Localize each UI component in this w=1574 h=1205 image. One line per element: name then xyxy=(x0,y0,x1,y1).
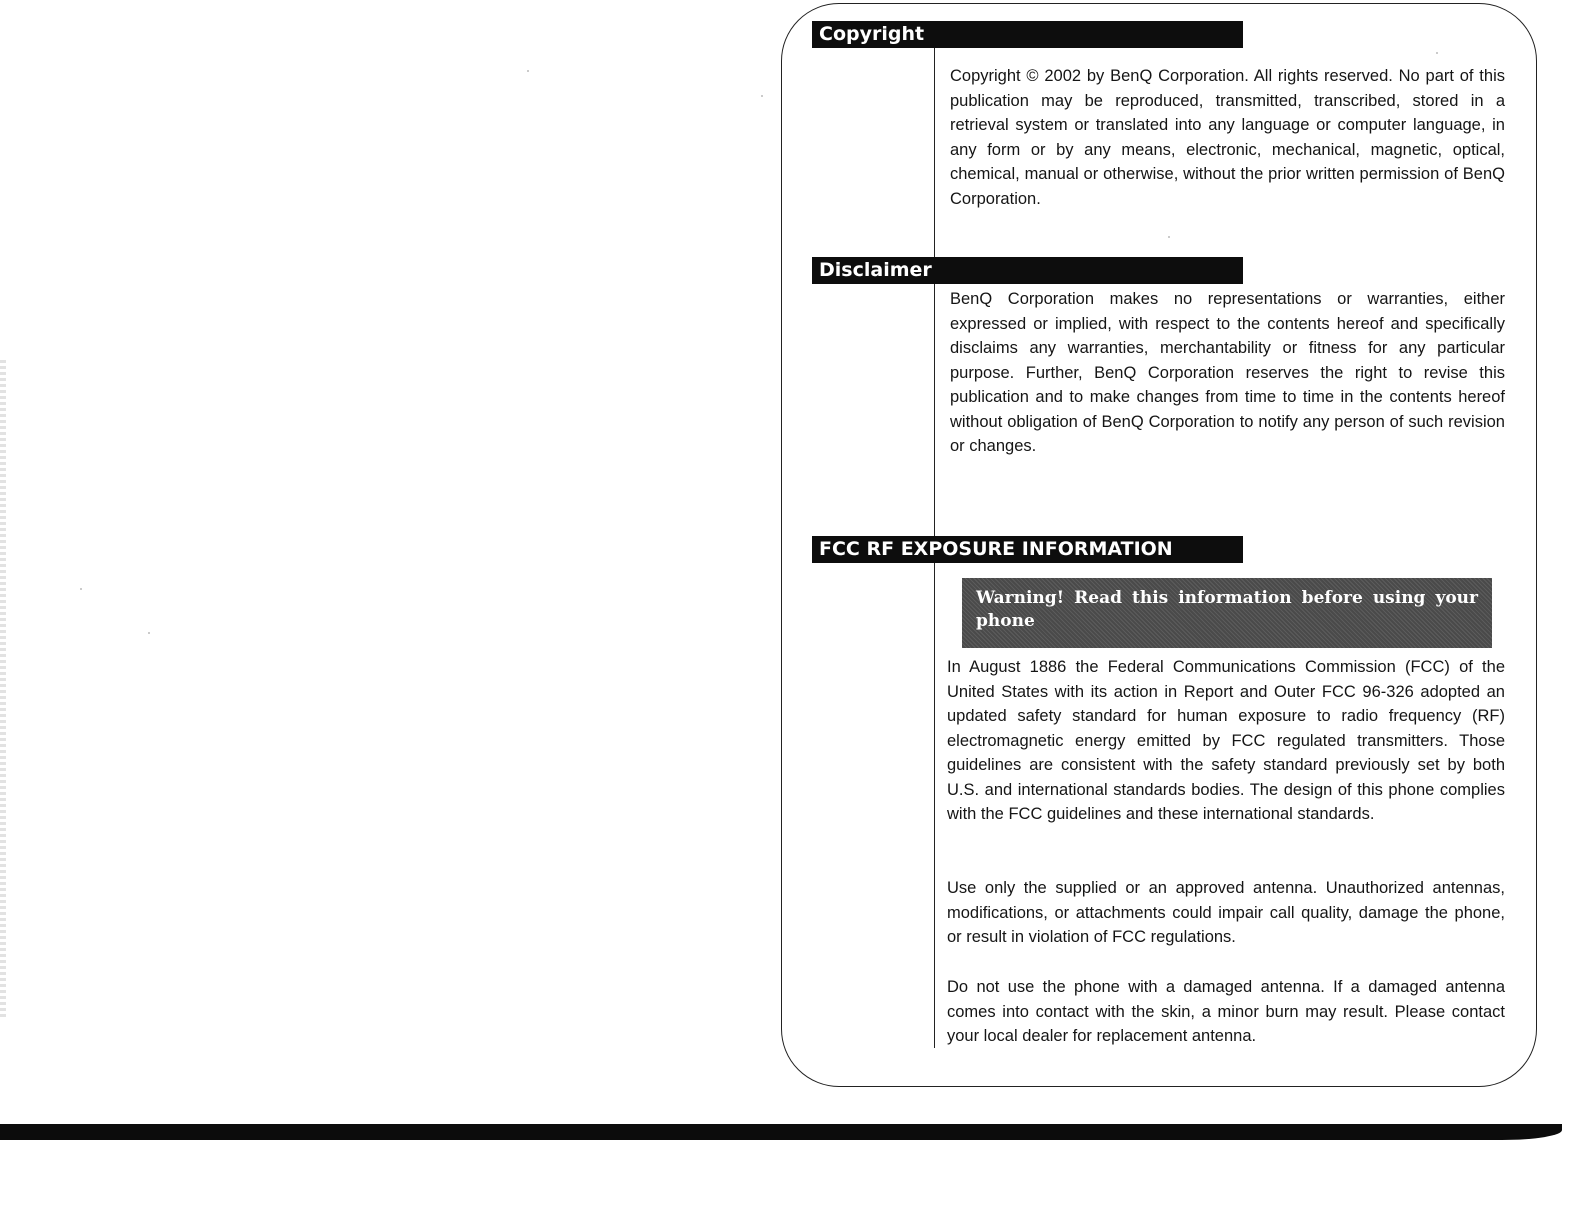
disclaimer-heading: Disclaimer xyxy=(812,257,1243,284)
scan-speck xyxy=(761,95,763,97)
scan-edge-shadow xyxy=(0,360,6,1020)
warning-box: Warning! Read this information before using your phone xyxy=(962,578,1492,648)
bottom-border-band xyxy=(0,1124,1562,1140)
copyright-heading: Copyright xyxy=(812,21,1243,48)
scan-speck xyxy=(527,70,529,72)
fcc-heading: FCC RF EXPOSURE INFORMATION xyxy=(812,536,1243,563)
scan-speck xyxy=(80,588,82,590)
fcc-paragraph: Do not use the phone with a damaged antenna. If a damaged antenna comes into contact with the skin, a minor burn may result. Please contact your local dealer for replacement antenna. xyxy=(947,978,1505,1045)
copyright-text: Copyright © 2002 by BenQ Corporation. All rights reserved. No part of this publication may be reproduced, transmitted, transcribed, stored in a retrieval system or translated into any language or computer language, in any form or by any means, electronic, mechanical, magnetic, optical, chemical, manual or otherwise, without the prior written permission of BenQ Corporation. xyxy=(950,67,1505,208)
fcc-paragraph: Use only the supplied or an approved antenna. Unauthorized antennas, modifications, or attachments could impair call quality, damage the phone, or result in violation of FCC regulations. xyxy=(947,879,1505,946)
scan-speck xyxy=(148,632,150,634)
fcc-paragraph: In August 1886 the Federal Communications Commission (FCC) of the United States with its action in Report and Outer FCC 96-326 adopted an updated safety standard for human exposure to radio frequency (RF) electromagnetic energy emitted by FCC regulated transmitters. Those guidelines are consistent with the safety standard previously set by both U.S. and international standards bodies. The design of this phone complies with the FCC guidelines and these international standards. xyxy=(947,658,1505,823)
disclaimer-text: BenQ Corporation makes no representations or warranties, either expressed or implied, with respect to the contents hereof and specifically disclaims any warranties, merchantability or fitness for any particular purpose. Further, BenQ Corporation reserves the right to revise this publication and to make changes from time to time in the contents hereof without obligation of BenQ Corporation to notify any person of such revision or changes. xyxy=(950,290,1505,455)
